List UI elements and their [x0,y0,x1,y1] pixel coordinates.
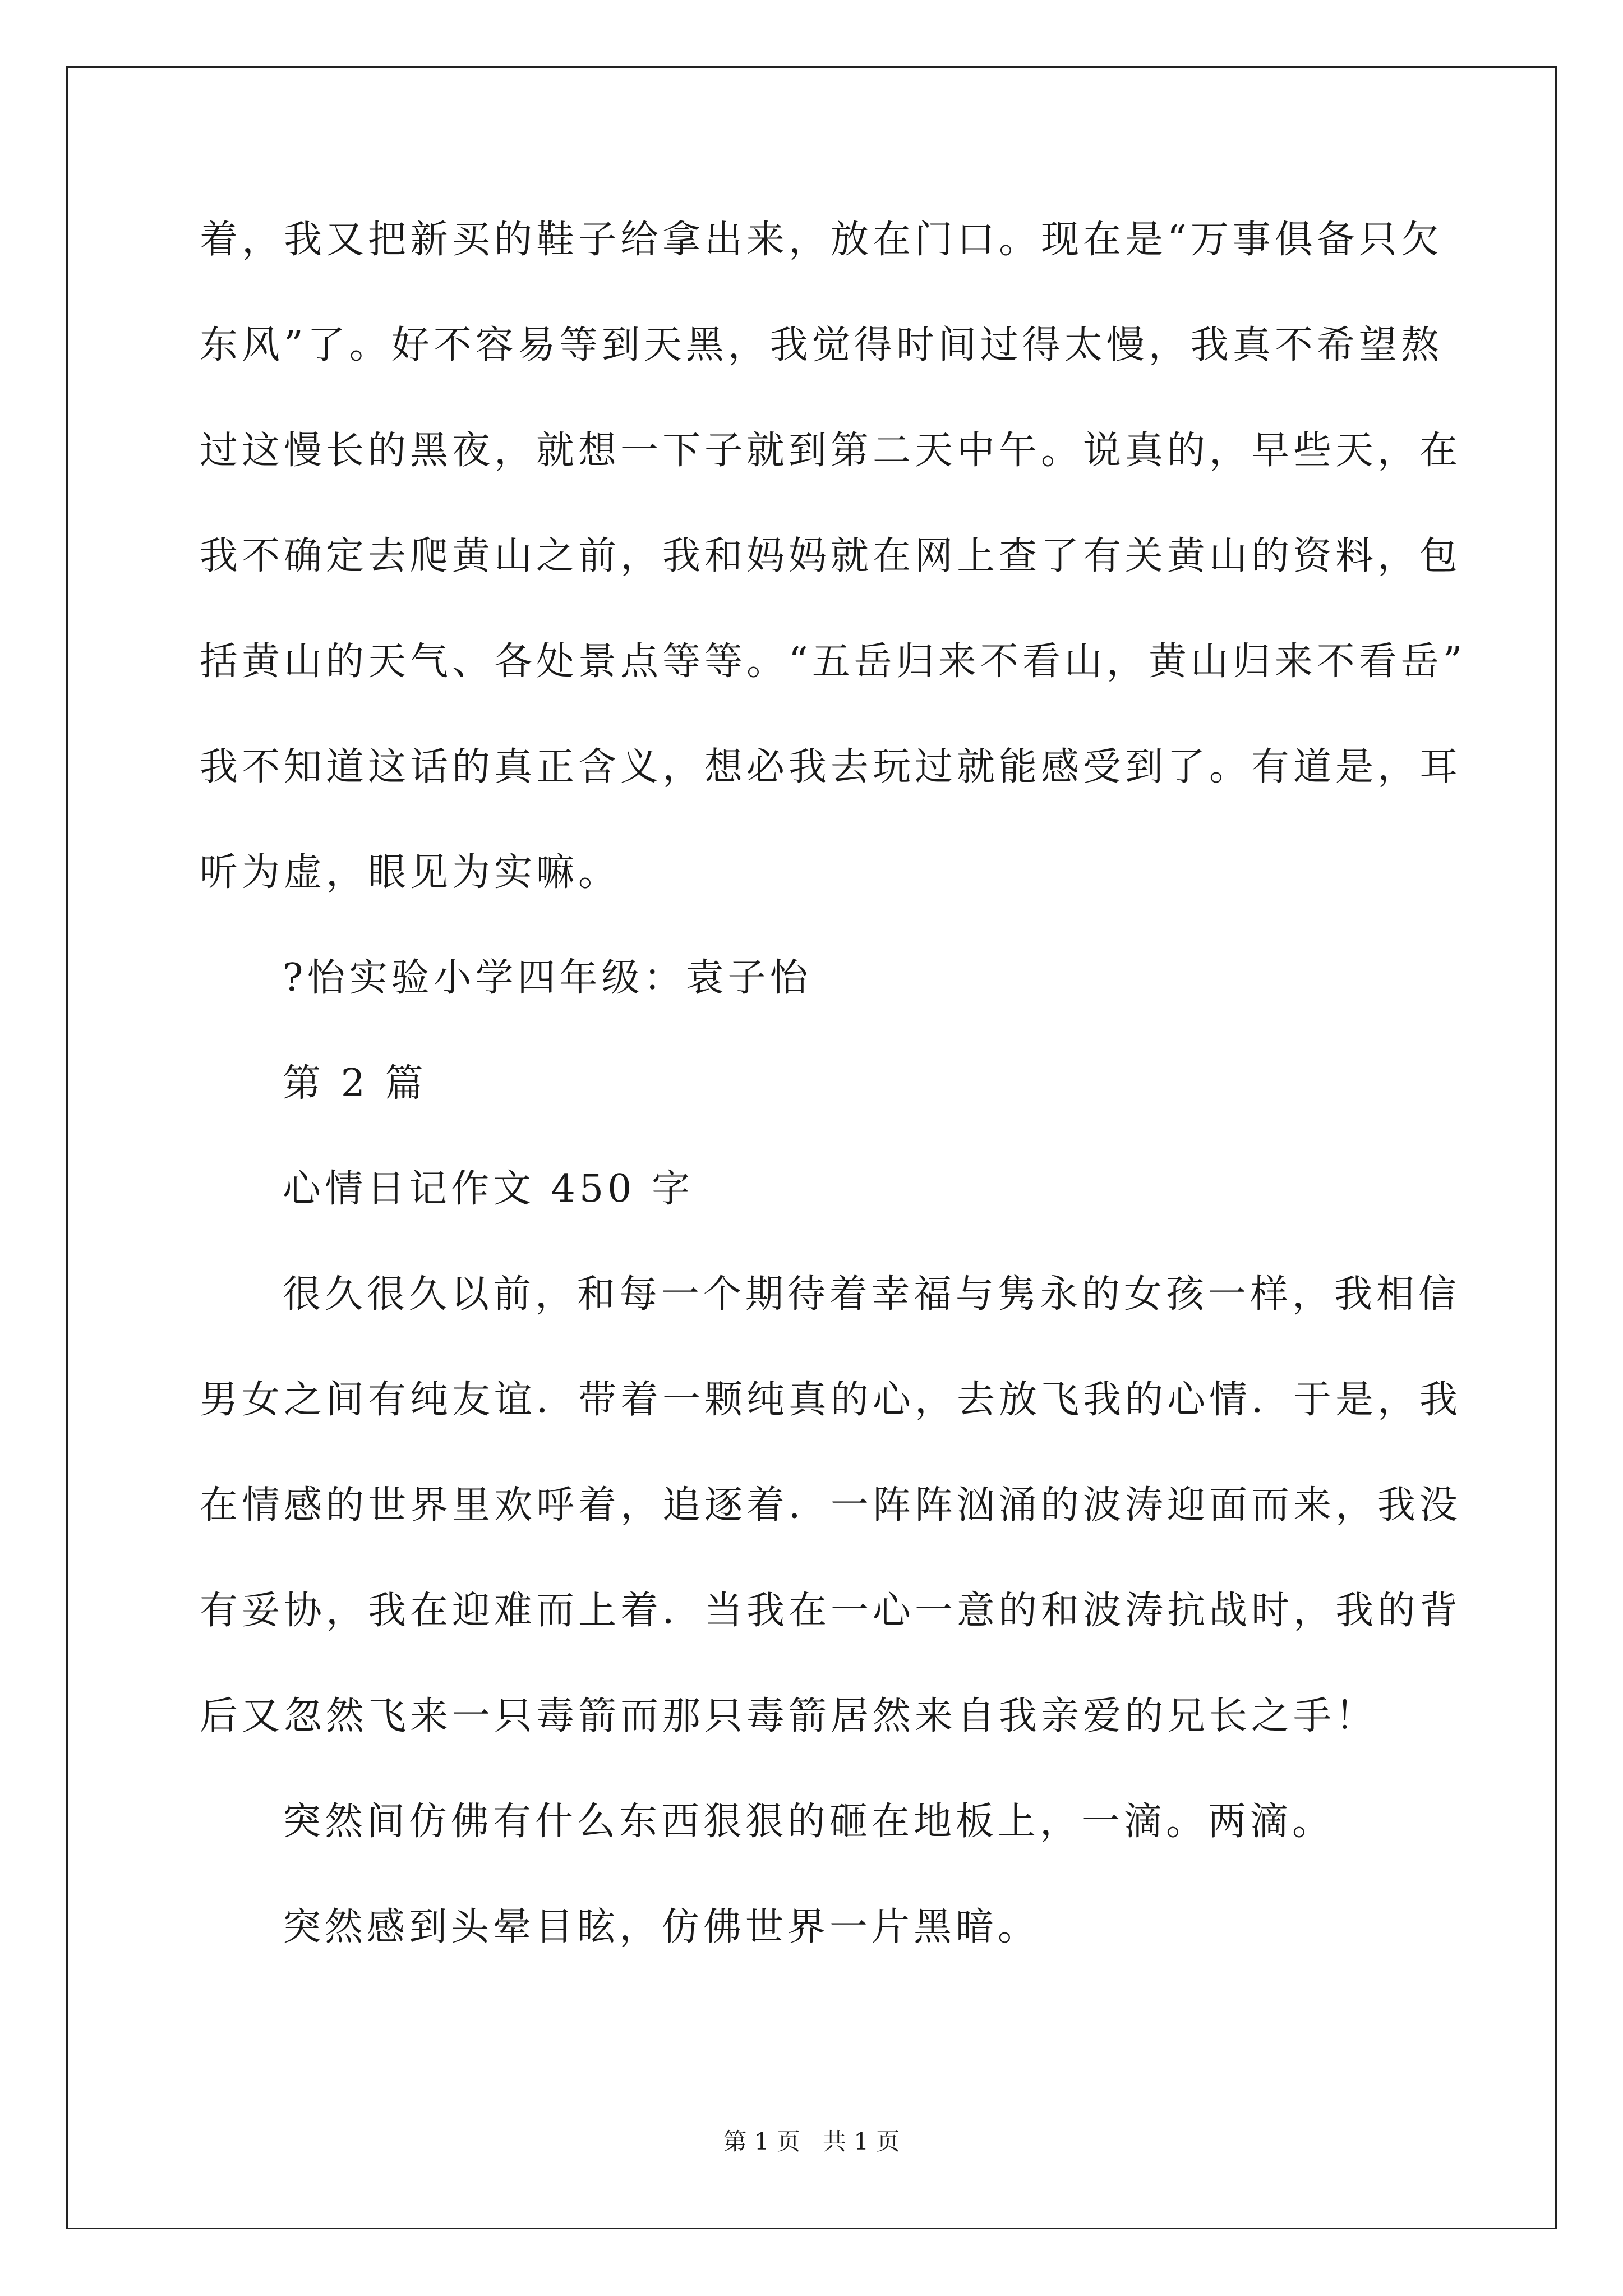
page-footer [0,2128,1623,2156]
text-line: 过这慢长的黑夜，就想一下子就到第二天中午。说真的，早些天，在 [200,429,1462,473]
text-line: 有妥协，我在迎难而上着．当我在一心一意的和波涛抗战时，我的背 [200,1589,1462,1633]
text-line: 我不确定去爬黄山之前，我和妈妈就在网上查了有关黄山的资料，包 [200,534,1462,578]
section-number: 第 2 篇 [283,1061,427,1106]
text-line: 我不知道这话的真正含义，想必我去玩过就能感受到了。有道是，耳 [200,745,1462,789]
paragraph-start: 很久很久以前，和每一个期待着幸福与隽永的女孩一样，我相信 [283,1272,1461,1317]
text-line: 听为虚，眼见为实嘛。 [200,850,621,895]
section-title: 心情日记作文 450 字 [283,1167,694,1211]
text-line: 在情感的世界里欢呼着，追逐着．一阵阵汹涌的波涛迎面而来，我没 [200,1483,1462,1527]
text-line: 男女之间有纯友谊．带着一颗纯真的心，去放飞我的心情．于是，我 [200,1378,1462,1422]
text-line: 着，我又把新买的鞋子给拿出来，放在门口。现在是“万事俱备只欠 [200,218,1443,262]
page-number: 第 1 页 [723,2128,800,2155]
page-total: 共 1 页 [823,2128,900,2155]
text-line: 后又忽然飞来一只毒箭而那只毒箭居然来自我亲爱的兄长之手！ [200,1694,1378,1738]
author-line: ?怡实验小学四年级：袁子怡 [283,956,812,1000]
paragraph-start: 突然感到头晕目眩，仿佛世界一片黑暗。 [283,1905,1040,1949]
paragraph-start: 突然间仿佛有什么东西狠狠的砸在地板上，一滴。两滴。 [283,1800,1335,1844]
text-line: 东风”了。好不容易等到天黑，我觉得时间过得太慢，我真不希望熬 [200,323,1443,367]
text-line: 括黄山的天气、各处景点等等。“五岳归来不看山，黄山归来不看岳” [200,639,1467,684]
